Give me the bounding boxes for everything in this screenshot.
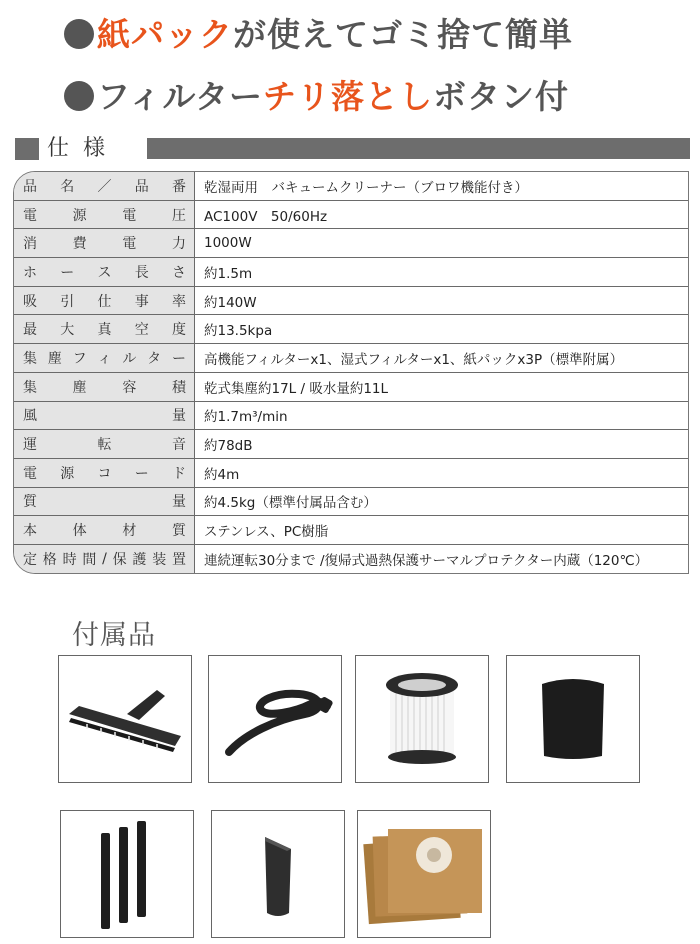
spec-value: AC100V 50/60Hz bbox=[204, 208, 328, 225]
spec-value: 乾湿両用 バキュームクリーナー（ブロワ機能付き） bbox=[204, 179, 528, 196]
bullet-icon bbox=[64, 19, 94, 49]
headline-highlight: 紙パック bbox=[97, 15, 233, 54]
foam-filter-icon bbox=[538, 674, 608, 764]
spec-label: 運 転 音 bbox=[14, 430, 195, 458]
spec-row bbox=[14, 430, 688, 459]
spec-section-header bbox=[15, 137, 119, 161]
accessory-paper-bags bbox=[357, 810, 491, 938]
spec-row bbox=[14, 488, 688, 517]
accessory-floor-nozzle bbox=[58, 655, 192, 783]
section-divider-bar bbox=[147, 138, 690, 159]
spec-label: 電 源 コ ー ド bbox=[14, 459, 195, 487]
square-bullet-icon bbox=[15, 138, 39, 160]
spec-row bbox=[14, 229, 688, 258]
spec-label: 消 費 電 力 bbox=[14, 229, 195, 257]
spec-value: 約1.7m³/min bbox=[204, 409, 288, 426]
spec-section-title: 仕様 bbox=[47, 136, 120, 161]
headline-filter-button bbox=[64, 77, 570, 116]
spec-value: 高機能フィルターx1、湿式フィルターx1、紙パックx3P（標準附属） bbox=[204, 351, 624, 368]
spec-label: 質 量 bbox=[14, 488, 195, 516]
spec-value: ステンレス、PC樹脂 bbox=[204, 524, 329, 541]
floor-brush-icon bbox=[65, 684, 185, 754]
spec-label: 集 塵 容 積 bbox=[14, 373, 195, 401]
crevice-nozzle-icon bbox=[253, 829, 303, 919]
spec-row bbox=[14, 516, 688, 545]
accessory-hepa-filter bbox=[355, 655, 489, 783]
cartridge-filter-icon bbox=[382, 669, 462, 769]
spec-label: 品 名 ／ 品 番 bbox=[14, 172, 195, 200]
spec-label: 集 塵 フ ィ ル タ ー bbox=[14, 344, 195, 372]
spec-row bbox=[14, 201, 688, 230]
paper-bag-icon bbox=[362, 819, 486, 929]
headline-text: フィルター bbox=[97, 77, 264, 116]
spec-row bbox=[14, 258, 688, 287]
spec-value: 連続運転30分まで /復帰式過熱保護サーマルプロテクター内蔵（120℃） bbox=[204, 553, 649, 570]
spec-value: 約4.5kg（標準付属品含む） bbox=[204, 495, 377, 512]
spec-row bbox=[14, 315, 688, 344]
spec-label: ホ ー ス 長 さ bbox=[14, 258, 195, 286]
headline-highlight: チリ落とし bbox=[263, 77, 434, 116]
spec-row bbox=[14, 172, 688, 201]
spec-label: 定 格 時 間 / 保 護 装 置 bbox=[14, 545, 195, 574]
accessory-extension-pipes bbox=[60, 810, 194, 938]
spec-label: 最 大 真 空 度 bbox=[14, 315, 195, 343]
headline-paper-pack bbox=[64, 15, 573, 54]
spec-label: 吸 引 仕 事 率 bbox=[14, 287, 195, 315]
spec-label: 本 体 材 質 bbox=[14, 516, 195, 544]
spec-row bbox=[14, 545, 688, 574]
spec-value: 約1.5m bbox=[204, 265, 253, 282]
spec-value: 約13.5kpa bbox=[204, 323, 273, 340]
pipes-icon bbox=[87, 819, 167, 929]
accessories-title: 付属品 bbox=[72, 620, 156, 651]
spec-value: 乾式集塵約17L / 吸水量約11L bbox=[204, 380, 389, 397]
spec-row bbox=[14, 373, 688, 402]
spec-value: 約78dB bbox=[204, 438, 253, 455]
spec-value: 約140W bbox=[204, 294, 257, 311]
spec-label: 電 源 電 圧 bbox=[14, 201, 195, 229]
spec-row bbox=[14, 459, 688, 488]
hose-icon bbox=[215, 674, 335, 764]
spec-value: 1000W bbox=[204, 235, 252, 252]
spec-row bbox=[14, 344, 688, 373]
accessory-foam-filter bbox=[506, 655, 640, 783]
spec-label: 風 量 bbox=[14, 402, 195, 430]
accessory-crevice-nozzle bbox=[211, 810, 345, 938]
headline-text: ボタン付 bbox=[433, 77, 570, 116]
headline-text: が使えてゴミ捨て簡単 bbox=[233, 15, 573, 54]
spec-value: 約4m bbox=[204, 466, 240, 483]
spec-row bbox=[14, 402, 688, 431]
bullet-icon bbox=[64, 81, 94, 111]
spec-row bbox=[14, 287, 688, 316]
accessory-hose bbox=[208, 655, 342, 783]
spec-table bbox=[13, 171, 689, 574]
